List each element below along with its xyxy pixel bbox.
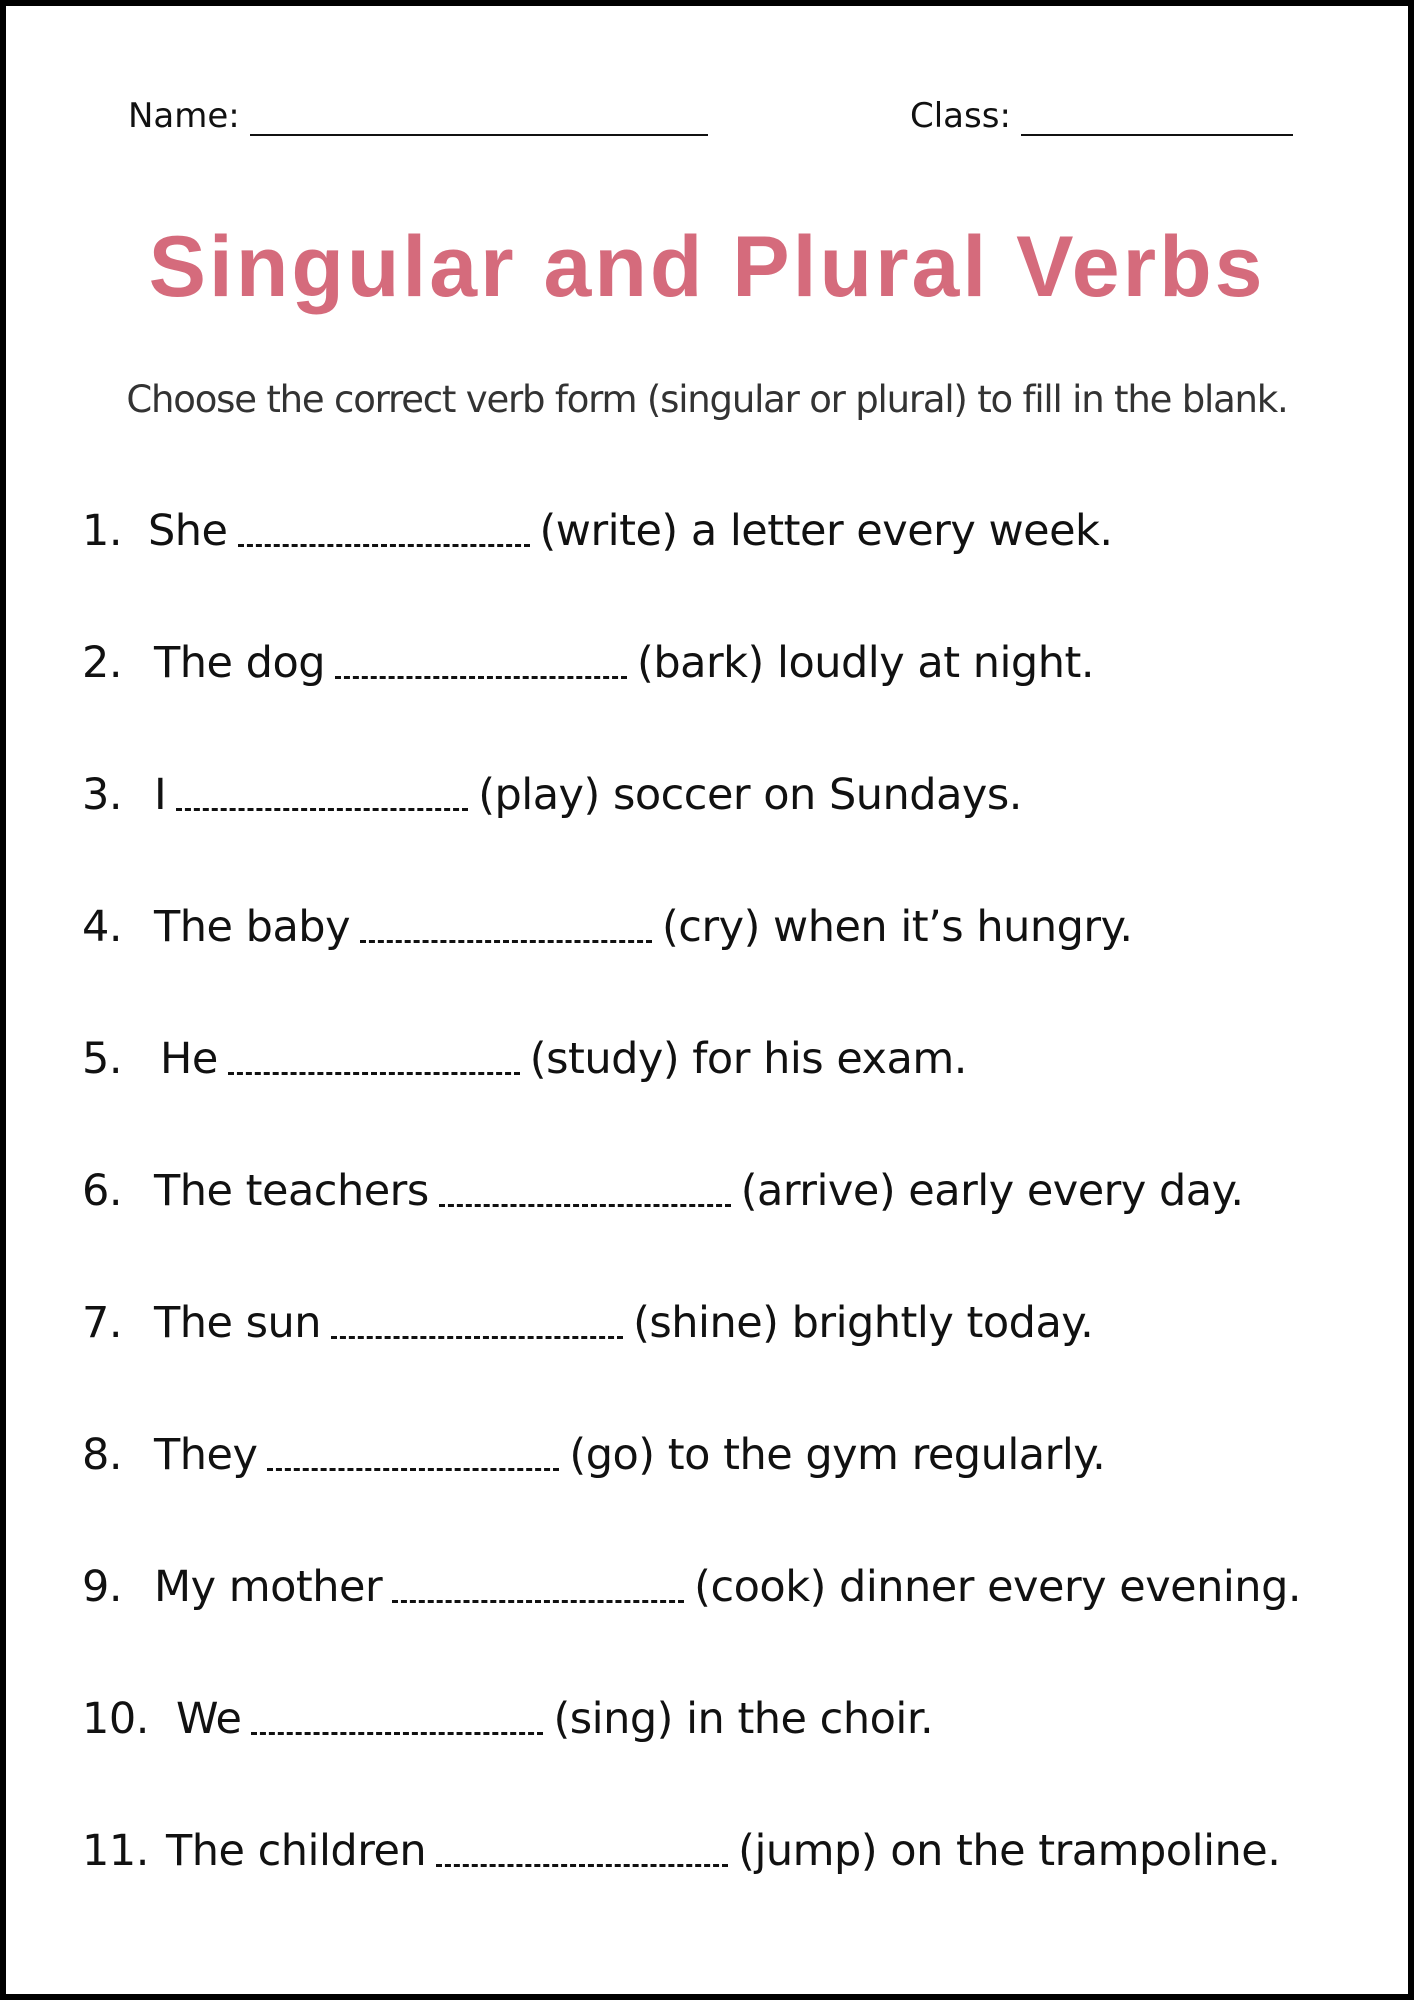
- question-subject: The dog: [154, 638, 326, 688]
- question-subject: The children: [166, 1826, 427, 1876]
- question-subject: They: [154, 1430, 258, 1480]
- answer-blank[interactable]: [439, 1202, 731, 1207]
- answer-blank[interactable]: [392, 1598, 684, 1603]
- answer-blank[interactable]: [436, 1862, 728, 1867]
- question-subject: My mother: [154, 1562, 383, 1612]
- question-item: [82, 1034, 967, 1084]
- question-number: 7.: [82, 1298, 123, 1348]
- question-rest: (write) a letter every week.: [539, 506, 1113, 556]
- answer-blank[interactable]: [238, 542, 530, 547]
- question-item: [82, 1562, 1301, 1612]
- question-number: 11.: [82, 1826, 149, 1876]
- question-subject: I: [154, 770, 167, 820]
- question-item: [82, 1694, 933, 1744]
- answer-blank[interactable]: [335, 674, 627, 679]
- name-field[interactable]: [128, 96, 708, 136]
- question-subject: The teachers: [154, 1166, 429, 1216]
- question-rest: (shine) brightly today.: [633, 1298, 1094, 1348]
- question-rest: (arrive) early every day.: [740, 1166, 1244, 1216]
- name-line[interactable]: [250, 100, 708, 136]
- question-number: 6.: [82, 1166, 123, 1216]
- question-rest: (cry) when it’s hungry.: [662, 902, 1133, 952]
- answer-blank[interactable]: [331, 1334, 623, 1339]
- question-number: 10.: [82, 1694, 149, 1744]
- question-rest: (go) to the gym regularly.: [569, 1430, 1106, 1480]
- question-item: [82, 770, 1022, 820]
- question-number: 2.: [82, 638, 123, 688]
- question-item: [82, 1430, 1105, 1480]
- answer-blank[interactable]: [176, 806, 468, 811]
- question-rest: (cook) dinner every evening.: [694, 1562, 1302, 1612]
- question-number: 5.: [82, 1034, 123, 1084]
- question-rest: (jump) on the trampoline.: [738, 1826, 1281, 1876]
- class-line[interactable]: [1021, 100, 1293, 136]
- answer-blank[interactable]: [251, 1730, 543, 1735]
- question-rest: (bark) loudly at night.: [637, 638, 1095, 688]
- class-field[interactable]: [910, 96, 1293, 136]
- question-item: [82, 1166, 1244, 1216]
- answer-blank[interactable]: [360, 938, 652, 943]
- question-item: [82, 902, 1133, 952]
- question-rest: (sing) in the choir.: [553, 1694, 934, 1744]
- question-number: 9.: [82, 1562, 123, 1612]
- question-subject: The sun: [154, 1298, 322, 1348]
- instructions: Choose the correct verb form (singular or plural) to fill in the blank.: [126, 378, 1288, 421]
- header-row: [6, 96, 1408, 146]
- question-subject: The baby: [154, 902, 351, 952]
- question-number: 3.: [82, 770, 123, 820]
- question-number: 1.: [82, 506, 123, 556]
- answer-blank[interactable]: [228, 1070, 520, 1075]
- page-title: Singular and Plural Verbs: [148, 219, 1266, 315]
- question-rest: (study) for his exam.: [529, 1034, 967, 1084]
- class-label: Class:: [910, 96, 1011, 136]
- question-subject: We: [176, 1694, 242, 1744]
- question-item: [82, 506, 1113, 556]
- question-number: 8.: [82, 1430, 123, 1480]
- question-subject: She: [148, 506, 228, 556]
- question-subject: He: [160, 1034, 218, 1084]
- question-item: [82, 638, 1094, 688]
- question-item: [82, 1298, 1093, 1348]
- answer-blank[interactable]: [267, 1466, 559, 1471]
- question-number: 4.: [82, 902, 123, 952]
- name-label: Name:: [128, 96, 240, 136]
- question-item: [82, 1826, 1280, 1876]
- question-rest: (play) soccer on Sundays.: [478, 770, 1022, 820]
